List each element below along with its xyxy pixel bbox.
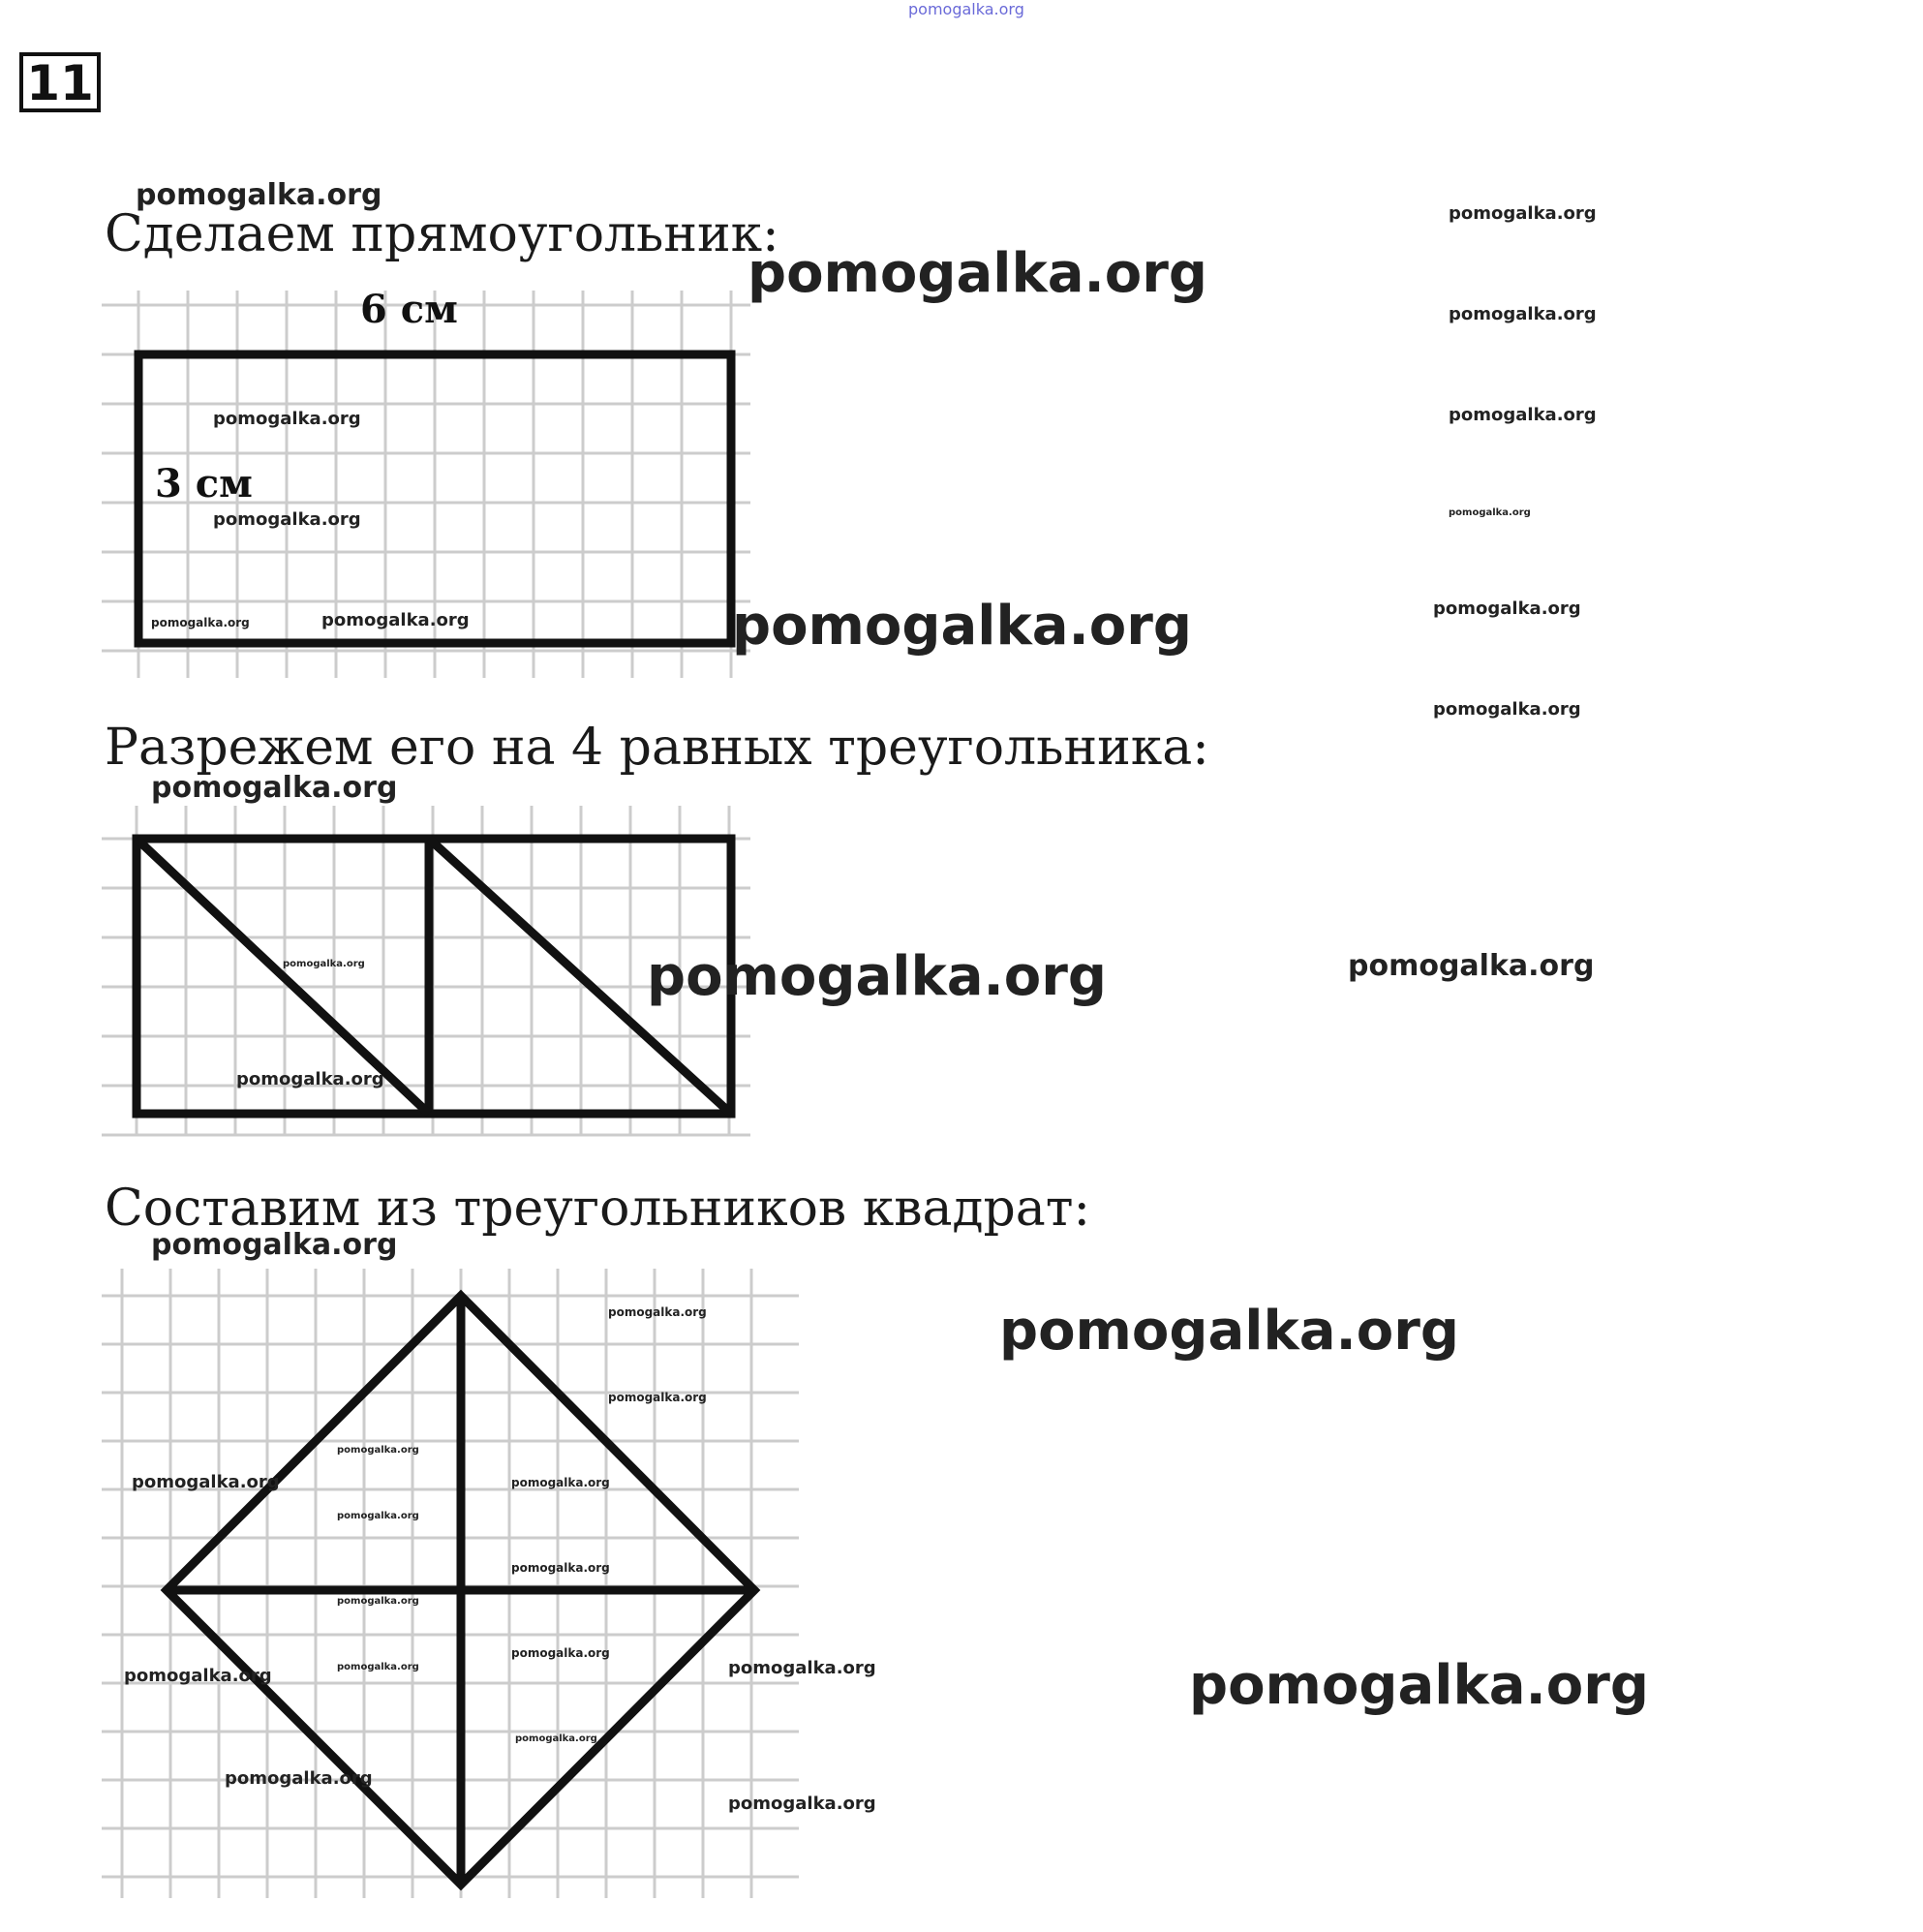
top-watermark: pomogalka.org — [908, 0, 1024, 18]
watermark: pomogalka.org — [1449, 507, 1531, 518]
watermark: pomogalka.org — [124, 1666, 272, 1686]
watermark: pomogalka.org — [225, 1768, 373, 1789]
watermark: pomogalka.org — [1449, 304, 1597, 324]
watermark: pomogalka.org — [1449, 203, 1597, 224]
heading-cut-triangles: Разрежем его на 4 равных треугольника: — [105, 719, 1209, 777]
watermark: pomogalka.org — [337, 1662, 419, 1672]
heading-make-rectangle: Сделаем прямоугольник: — [105, 205, 779, 263]
watermark: pomogalka.org — [999, 1300, 1459, 1363]
watermark: pomogalka.org — [748, 242, 1207, 305]
watermark: pomogalka.org — [213, 409, 361, 429]
watermark: pomogalka.org — [1189, 1654, 1649, 1717]
watermark: pomogalka.org — [283, 959, 365, 969]
task-number-box: 11 — [19, 52, 101, 112]
watermark: pomogalka.org — [151, 616, 250, 629]
watermark: pomogalka.org — [321, 610, 470, 630]
height-label: 3 см — [155, 461, 253, 506]
watermark: pomogalka.org — [337, 1445, 419, 1456]
watermark: pomogalka.org — [608, 1391, 707, 1404]
watermark: pomogalka.org — [1433, 598, 1581, 619]
watermark: pomogalka.org — [132, 1472, 280, 1492]
grid-lines-3 — [102, 1269, 799, 1898]
square-figure — [102, 1269, 818, 1908]
watermark: pomogalka.org — [337, 1596, 419, 1607]
watermark: pomogalka.org — [608, 1305, 707, 1319]
watermark: pomogalka.org — [732, 595, 1192, 658]
watermark: pomogalka.org — [136, 178, 382, 212]
width-label: 6 см — [360, 287, 458, 332]
watermark: pomogalka.org — [1348, 949, 1595, 983]
watermark: pomogalka.org — [515, 1733, 597, 1744]
heading-make-square: Составим из треугольников квадрат: — [105, 1180, 1091, 1238]
watermark: pomogalka.org — [728, 1794, 876, 1814]
watermark: pomogalka.org — [337, 1511, 419, 1521]
watermark: pomogalka.org — [647, 945, 1107, 1008]
watermark: pomogalka.org — [511, 1646, 610, 1660]
watermark: pomogalka.org — [151, 1228, 398, 1262]
watermark: pomogalka.org — [728, 1658, 876, 1678]
watermark: pomogalka.org — [213, 509, 361, 530]
watermark: pomogalka.org — [511, 1476, 610, 1489]
watermark: pomogalka.org — [151, 771, 398, 805]
watermark: pomogalka.org — [511, 1561, 610, 1575]
watermark: pomogalka.org — [236, 1069, 384, 1089]
watermark: pomogalka.org — [1433, 699, 1581, 720]
watermark: pomogalka.org — [1449, 405, 1597, 425]
